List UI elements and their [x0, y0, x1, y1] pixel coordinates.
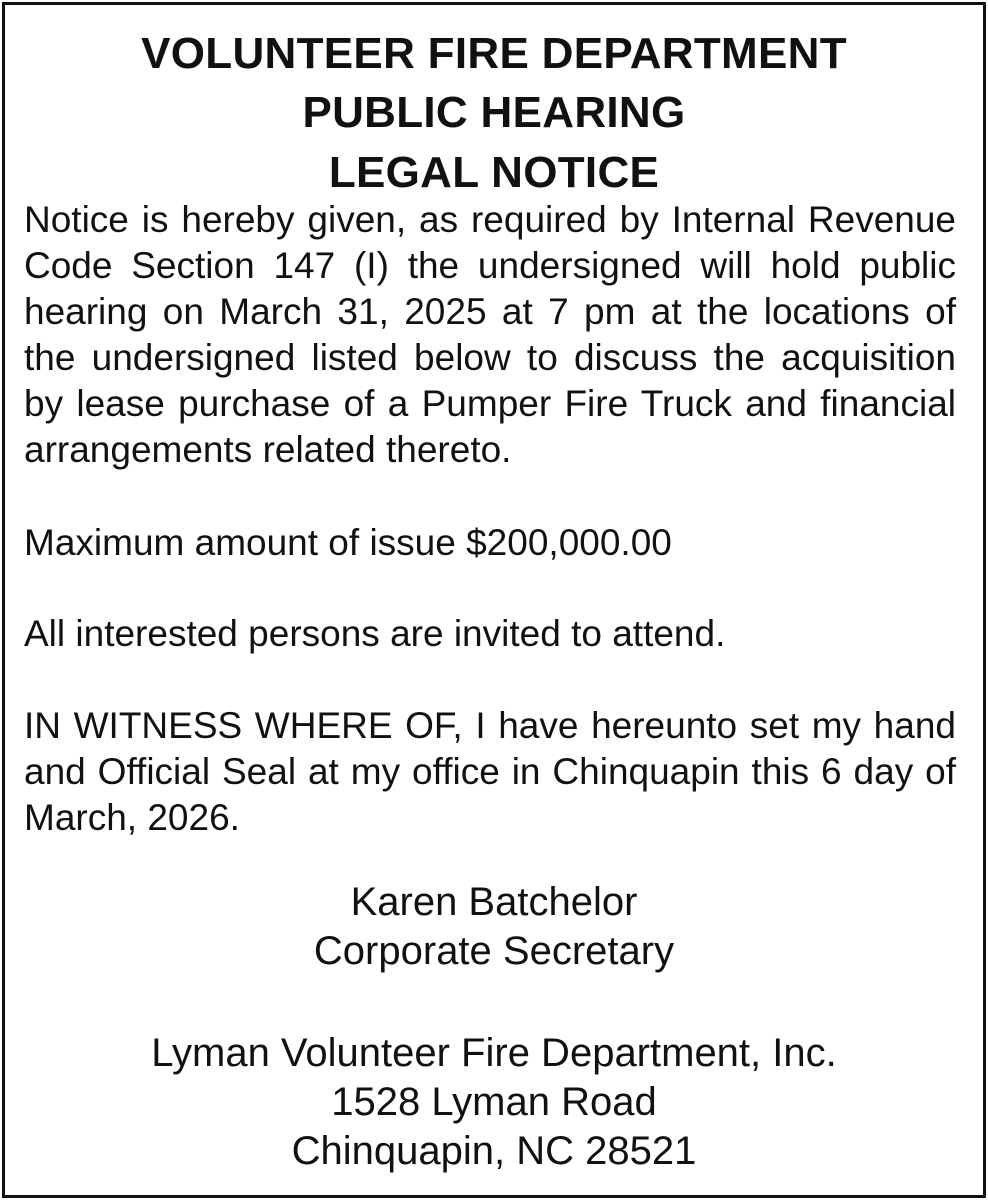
signer-name: Karen Batchelor	[350, 880, 638, 924]
organization-street: 1528 Lyman Road	[331, 1080, 657, 1124]
notice-heading-line-1: VOLUNTEER FIRE DEPARTMENT	[141, 29, 847, 78]
maximum-amount-paragraph: Maximum amount of issue $200,000.00	[24, 522, 672, 563]
signer-title: Corporate Secretary	[313, 929, 675, 973]
notice-heading-line-3: LEGAL NOTICE	[328, 148, 660, 197]
organization-city-state-zip: Chinquapin, NC 28521	[291, 1129, 697, 1173]
notice-heading-line-2: PUBLIC HEARING	[302, 88, 686, 137]
intro-paragraph: Notice is hereby given, as required by Internal Revenue Code Section 147 (I) the undersigned will hold public hearing on March 31, 2025 at 7 pm at the locations of the undersigned listed below to discuss the acquisition by lease purchase of a Pumper Fire Truck and financial arrangements related thereto.	[24, 199, 956, 470]
invitation-paragraph: All interested persons are invited to attend.	[24, 613, 726, 654]
organization-name: Lyman Volunteer Fire Department, Inc.	[151, 1031, 837, 1075]
witness-paragraph: IN WITNESS WHERE OF, I have hereunto set my hand and Official Seal at my office in Chinquapin this 6 day of March, 2026.	[24, 705, 956, 838]
